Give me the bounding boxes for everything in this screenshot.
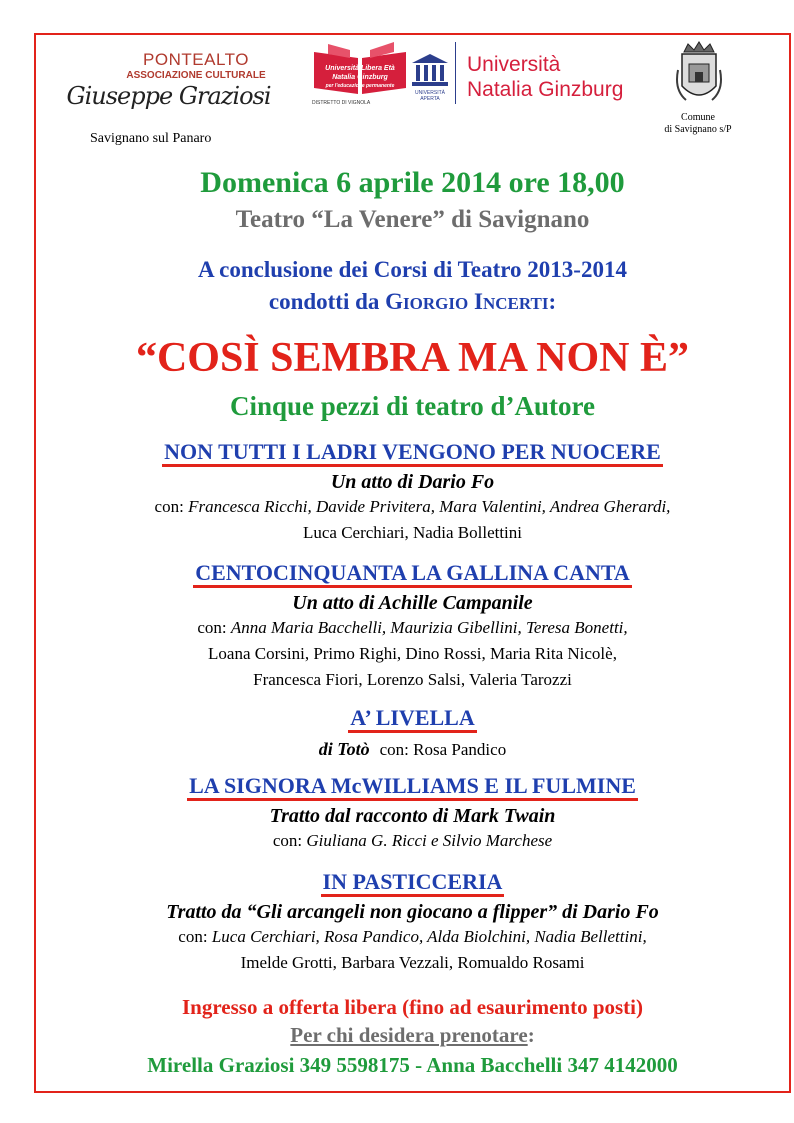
uni-book-text-3: per l'educazione permanente xyxy=(325,83,395,89)
uni-seal-label: UNIVERSITÀ APERTA xyxy=(414,90,445,102)
pontealto-assoc: ASSOCIAZIONE CULTURALE xyxy=(126,70,266,81)
event-director-line xyxy=(34,288,791,318)
comune-label-1: Comune xyxy=(681,112,715,123)
comune-crest xyxy=(660,40,785,150)
booking-colon: : xyxy=(527,1023,535,1047)
piece-2-cast-2: Loana Corsini, Primo Righi, Dino Rossi, Maria Rita Nicolè, xyxy=(208,644,617,663)
building-icon xyxy=(410,52,450,88)
piece-4-author: Tratto dal racconto di Mark Twain xyxy=(269,805,556,827)
piece-4-title: LA SIGNORA McWILLIAMS E IL FULMINE xyxy=(187,774,638,801)
uni-name-1: Università xyxy=(467,53,561,76)
pontealto-signature: Giuseppe Graziosi xyxy=(66,82,271,110)
crest-icon xyxy=(674,40,724,112)
piece-1-author: Un atto di Dario Fo xyxy=(330,471,495,493)
piece-5-cast-1: Luca Cerchiari, Rosa Pandico, Alda Biolchini, Nadia Bellettini, xyxy=(211,927,647,946)
piece-4 xyxy=(34,774,791,854)
piece-3-title: A’ LIVELLA xyxy=(348,706,476,733)
entry-info: Ingresso a offerta libera (fino ad esaurimento posti) xyxy=(182,995,643,1019)
piece-1 xyxy=(34,440,791,546)
pontealto-brand: PONTEALTO xyxy=(143,50,249,69)
piece-5-cast-2: Imelde Grotti, Barbara Vezzali, Romualdo Rosami xyxy=(240,953,585,972)
event-intro: A conclusione dei Corsi di Teatro 2013-2014 xyxy=(198,257,627,282)
logo-divider xyxy=(455,42,456,104)
piece-5-title: IN PASTICCERIA xyxy=(321,870,505,897)
main-title: “COSÌ SEMBRA MA NON È” xyxy=(135,335,690,381)
pontealto-place: Savignano sul Panaro xyxy=(90,131,212,146)
piece-1-cast-2: Luca Cerchiari, Nadia Bollettini xyxy=(302,523,523,542)
booking-label: Per chi desidera prenotare xyxy=(290,1023,528,1047)
university-logo xyxy=(310,38,630,110)
piece-2-title: CENTOCINQUANTA LA GALLINA CANTA xyxy=(193,561,632,588)
uni-book-text-2: Natalia Ginzburg xyxy=(332,74,388,81)
piece-2-cast-3: Francesca Fiori, Lorenzo Salsi, Valeria Tarozzi xyxy=(253,670,572,689)
director-prefix: condotti da xyxy=(268,289,386,314)
piece-3-author: di Totò xyxy=(318,739,370,759)
director-ncerti: NCERTI xyxy=(482,294,549,313)
main-subtitle: Cinque pezzi di teatro d’Autore xyxy=(230,391,595,421)
uni-book-text-1: Università Libera Età xyxy=(325,65,395,72)
piece-3 xyxy=(34,706,791,764)
piece-2-author: Un atto di Achille Campanile xyxy=(292,592,533,614)
piece-1-cast-1: Francesca Ricchi, Davide Privitera, Mara Valentini, Andrea Gherardi, xyxy=(188,497,671,516)
event-date: Domenica 6 aprile 2014 ore 18,00 xyxy=(200,166,625,199)
uni-name-2: Natalia Ginzburg xyxy=(467,78,624,101)
director-initial-i: I xyxy=(473,289,483,314)
comune-label-2: di Savignano s/P xyxy=(664,124,732,135)
piece-5 xyxy=(34,870,791,976)
event-venue: Teatro “La Venere” di Savignano xyxy=(235,206,590,233)
director-iorgio: IORGIO xyxy=(403,294,469,313)
piece-3-cast-1: Rosa Pandico xyxy=(413,740,507,759)
piece-1-title: NON TUTTI I LADRI VENGONO PER NUOCERE xyxy=(162,440,663,467)
piece-3-cast-prefix: con: xyxy=(379,740,414,759)
director-initial-g: G xyxy=(385,289,404,314)
piece-2 xyxy=(34,561,791,693)
booking-line xyxy=(34,1022,791,1048)
piece-4-cast-1: Giuliana G. Ricci e Silvio Marchese xyxy=(306,831,553,850)
uni-small-text: DISTRETTO DI VIGNOLA xyxy=(312,100,371,106)
piece-2-cast-prefix: con: xyxy=(197,618,231,637)
piece-5-cast-prefix: con: xyxy=(178,927,212,946)
piece-5-author: Tratto da “Gli arcangeli non giocano a flipper” di Dario Fo xyxy=(166,901,659,923)
booking-contacts: Mirella Graziosi 349 5598175 - Anna Bacchelli 347 4142000 xyxy=(147,1053,678,1077)
pontealto-logo xyxy=(66,50,271,120)
director-suffix: : xyxy=(548,289,557,314)
piece-4-cast-prefix: con: xyxy=(272,831,307,850)
piece-2-cast-1: Anna Maria Bacchelli, Maurizia Gibellini, Teresa Bonetti, xyxy=(230,618,628,637)
piece-1-cast-prefix: con: xyxy=(154,497,189,516)
